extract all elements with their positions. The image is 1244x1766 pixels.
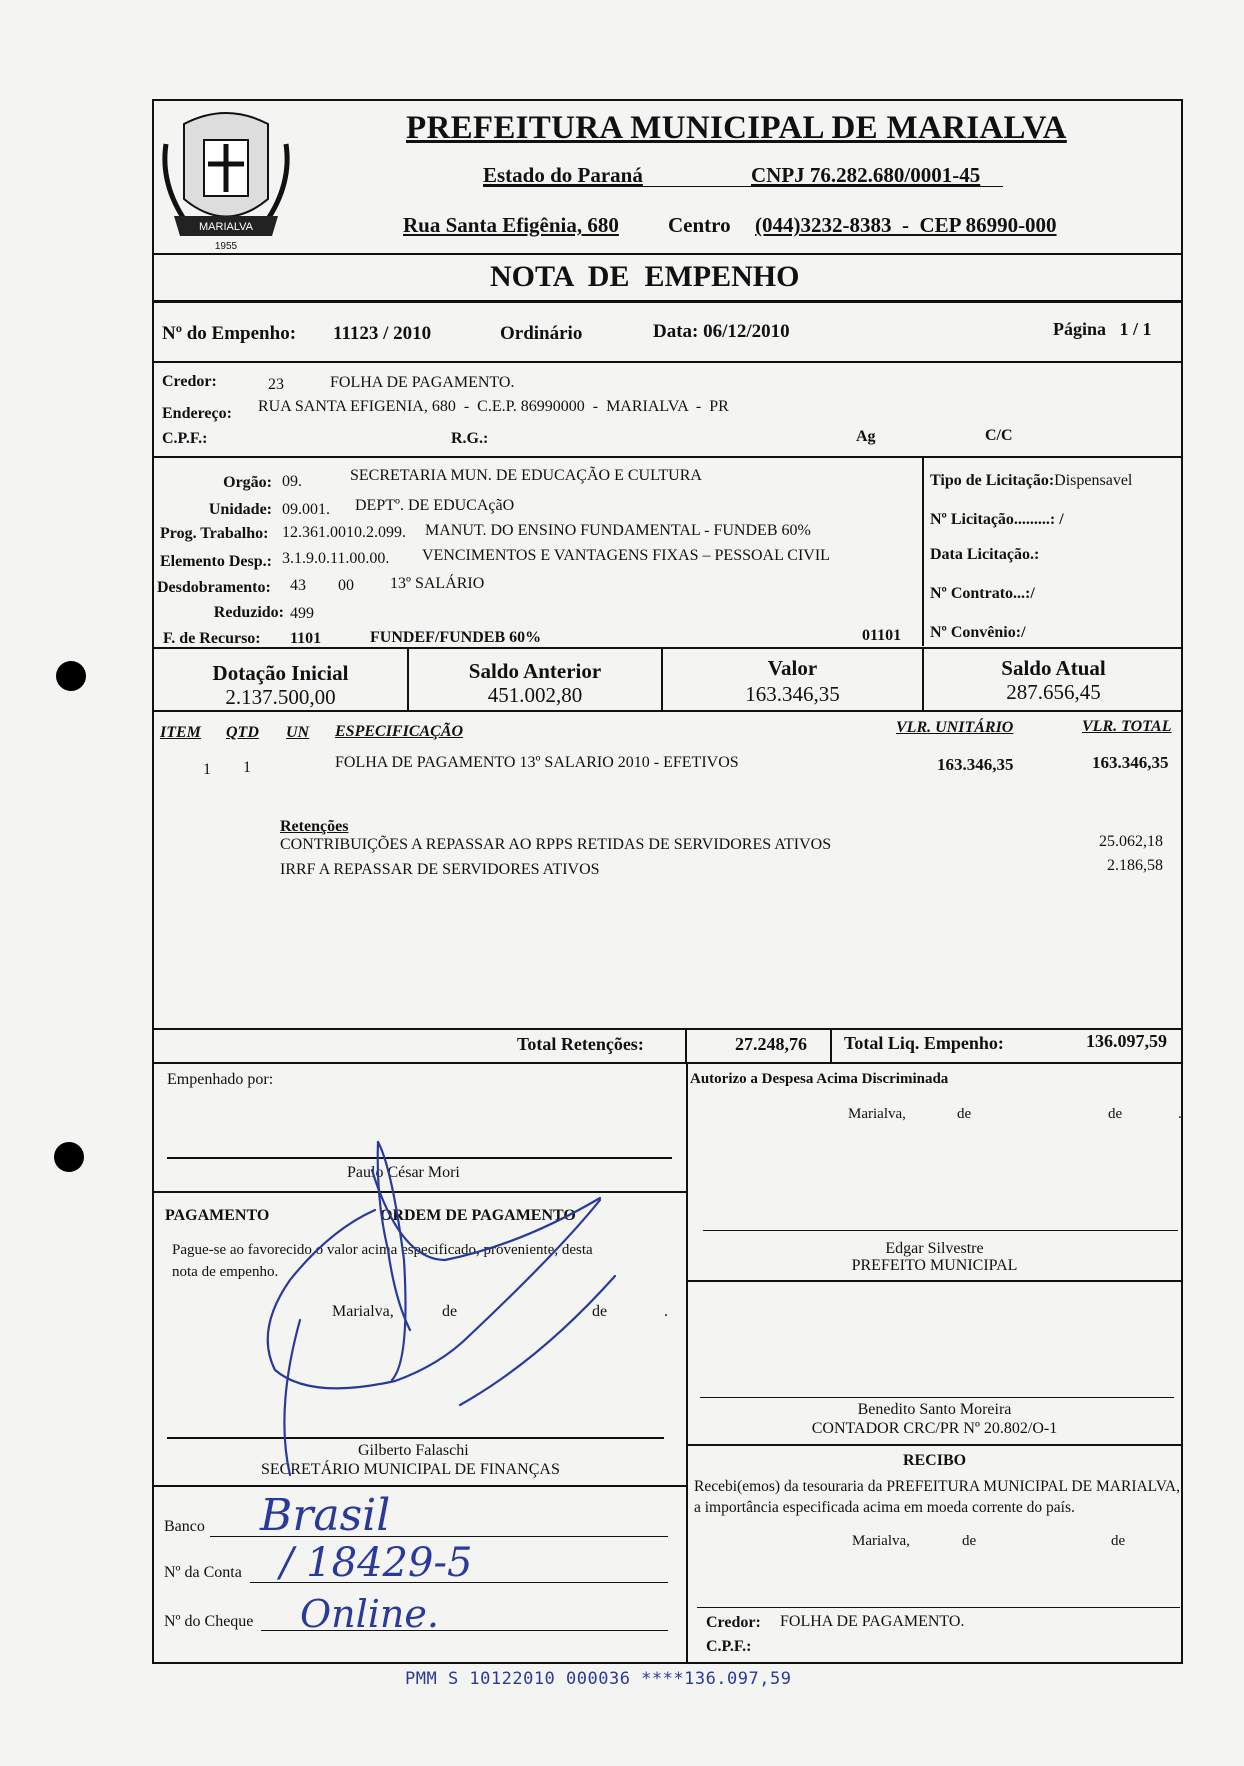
col-especificacao: ESPECIFICAÇÃO [335,723,464,740]
elemento-label: Elemento Desp.: [160,553,272,570]
prog-label: Prog. Trabalho: [160,525,269,542]
desdobramento-label: Desdobramento: [157,579,271,596]
payment-stamp: PMM S 10122010 000036 ****136.097,59 [405,1669,792,1689]
elemento-desc: VENCIMENTOS E VANTAGENS FIXAS – PESSOAL CIVIL [422,547,830,564]
conta-handwritten: / 18429-5 [280,1540,473,1586]
recibo-city: Marialva, [852,1533,910,1549]
cheque-handwritten: Online. [300,1592,439,1636]
contrato-number: Nº Contrato...:/ [930,585,1035,602]
total-retencoes-label: Total Retenções: [517,1034,644,1054]
item-number: 1 [203,761,211,778]
credor-code: 23 [268,376,284,393]
retencoes-title: Retenções [280,818,349,835]
unidade-label: Unidade: [208,501,272,518]
document-title: NOTA DE EMPENHO [490,260,800,293]
autorizo-de-2: de [1108,1106,1123,1122]
reduzido-label: Reduzido: [213,604,284,621]
ag-label: Ag [856,428,876,445]
empenho-number: 11123 / 2010 [333,323,432,344]
header-title: PREFEITURA MUNICIPAL DE MARIALVA [406,110,1067,146]
orgao-label: Orgão: [223,474,272,491]
credor-footer-label: Credor: [706,1614,761,1631]
col-un: UN [286,724,310,741]
item-total-value: 163.346,35 [1092,753,1169,772]
crest-year: 1955 [214,241,238,252]
secretario-name: Gilberto Falaschi [358,1442,469,1459]
autorizo-city: Marialva, [848,1106,906,1122]
conta-label: Nº da Conta [164,1564,242,1581]
desdobramento-sub: 00 [338,577,354,594]
credor-footer-name: FOLHA DE PAGAMENTO. [780,1613,965,1630]
secretario-role: SECRETÁRIO MUNICIPAL DE FINANÇAS [261,1461,560,1478]
pagamento-dot: . [664,1303,668,1320]
saldo-dotacao-label: Dotação Inicial [212,661,349,685]
empenhado-label: Empenhado por: [167,1071,274,1088]
recibo-de-1: de [962,1533,977,1549]
recibo-title: RECIBO [902,1452,967,1469]
reduzido-code: 499 [290,605,314,622]
contador-role: CONTADOR CRC/PR Nº 20.802/O-1 [811,1420,1058,1437]
elemento-code: 3.1.9.0.11.00.00. [282,550,390,567]
total-liquido-value: 136.097,59 [1086,1031,1167,1051]
recibo-text: Recebi(emos) da tesouraria da PREFEITURA MUNICIPAL DE MARIALVA, a importância especificada acima em moeda corrente do país. [694,1478,1180,1516]
autorizo-label: Autorizo a Despesa Acima Discriminada [690,1071,949,1087]
banco-label: Banco [164,1518,205,1535]
desdobramento-code: 43 [290,577,306,594]
recurso-extra: 01101 [862,627,902,644]
prog-code: 12.361.0010.2.099. [282,524,406,541]
header-cnpj: CNPJ 76.282.680/0001-45 [751,163,981,187]
prefeito-role: PREFEITO MUNICIPAL [851,1257,1018,1274]
crest-ribbon-text: MARIALVA [199,221,253,233]
contador-name: Benedito Santo Moreira [857,1401,1012,1418]
autorizo-dot: . [1178,1106,1182,1122]
pagamento-city: Marialva, [332,1303,394,1320]
col-vlr-unitario: VLR. UNITÁRIO [896,719,1014,736]
retencao-desc: IRRF A REPASSAR DE SERVIDORES ATIVOS [280,861,600,878]
valor-value: 163.346,35 [745,682,840,706]
valor-label: Valor [767,656,818,680]
retencao-value: 2.186,58 [1107,857,1163,874]
col-qtd: QTD [226,724,259,741]
pagamento-de-2: de [592,1303,608,1320]
header-district: Centro [668,213,731,237]
unidade-code: 09.001. [282,501,330,518]
saldo-atual-label: Saldo Atual [1001,656,1106,680]
credor-address: RUA SANTA EFIGENIA, 680 - C.E.P. 86990000 - MARIALVA - PR [258,398,729,415]
empenhado-name: Paulo César Mori [347,1164,460,1181]
credor-footer-cpf: C.P.F.: [706,1638,752,1655]
orgao-code: 09. [282,473,302,490]
desdobramento-desc: 13º SALÁRIO [390,575,485,592]
recurso-label: F. de Recurso: [163,630,261,647]
ordem-pagamento-label: ORDEM DE PAGAMENTO [380,1207,576,1224]
pagamento-label: PAGAMENTO [165,1207,270,1224]
saldo-atual-value: 287.656,45 [1006,680,1101,704]
header-address: Rua Santa Efigênia, 680 [403,213,619,237]
empenho-label: Nº do Empenho: [162,323,297,344]
licitacao-date: Data Licitação.: [930,546,1040,563]
empenho-date: Data: 06/12/2010 [653,321,790,342]
saldo-anterior-value: 451.002,80 [487,683,583,707]
item-desc: FOLHA DE PAGAMENTO 13º SALARIO 2010 - EFETIVOS [335,754,739,771]
prog-desc: MANUT. DO ENSINO FUNDAMENTAL - FUNDEB 60% [425,522,811,539]
header-state: Estado do Paraná [483,163,643,187]
header-phone-cep: (044)3232-8383 - CEP 86990-000 [755,213,1057,237]
cpf-label: C.P.F.: [162,430,208,447]
licitacao-number: Nº Licitação.........: / [930,511,1064,528]
saldo-dotacao-value: 2.137.500,00 [225,685,336,709]
pagamento-text-2: nota de empenho. [172,1264,279,1280]
pagamento-de-1: de [442,1303,458,1320]
col-item: ITEM [160,724,201,741]
convenio-number: Nº Convênio:/ [930,624,1026,641]
autorizo-de-1: de [957,1106,972,1122]
unidade-desc: DEPTº. DE EDUCAçãO [355,497,515,514]
retencao-desc: CONTRIBUIÇÕES A REPASSAR AO RPPS RETIDAS DE SERVIDORES ATIVOS [280,836,832,853]
total-liquido-label: Total Liq. Empenho: [844,1033,1004,1053]
pagamento-text-1: Pague-se ao favorecido o valor acima especificado, proveniente, desta [172,1242,593,1258]
saldo-anterior-label: Saldo Anterior [468,659,602,683]
credor-name: FOLHA DE PAGAMENTO. [330,374,515,391]
cc-label: C/C [985,427,1013,444]
recibo-dot: . [1180,1533,1184,1549]
licitacao-type-value: Dispensavel [1054,472,1133,489]
total-retencoes-value: 27.248,76 [735,1034,807,1054]
recurso-code: 1101 [290,630,322,647]
item-qtd: 1 [243,759,251,776]
prefeito-name: Edgar Silvestre [885,1240,984,1257]
recurso-desc: FUNDEF/FUNDEB 60% [370,629,542,646]
recibo-de-2: de [1111,1533,1126,1549]
col-vlr-total: VLR. TOTAL [1082,718,1172,735]
licitacao-type-label-text: Tipo de Licitação: [930,472,1055,489]
empenho-page: Página 1 / 1 [1053,319,1152,339]
cheque-label: Nº do Cheque [164,1613,254,1630]
orgao-desc: SECRETARIA MUN. DE EDUCAÇÃO E CULTURA [350,467,702,484]
credor-label: Credor: [162,373,217,390]
rg-label: R.G.: [451,430,489,447]
banco-handwritten: Brasil [260,1490,391,1541]
item-unit-value: 163.346,35 [937,755,1014,774]
empenho-type: Ordinário [500,323,583,344]
address-label: Endereço: [162,405,232,422]
retencao-value: 25.062,18 [1099,833,1163,850]
